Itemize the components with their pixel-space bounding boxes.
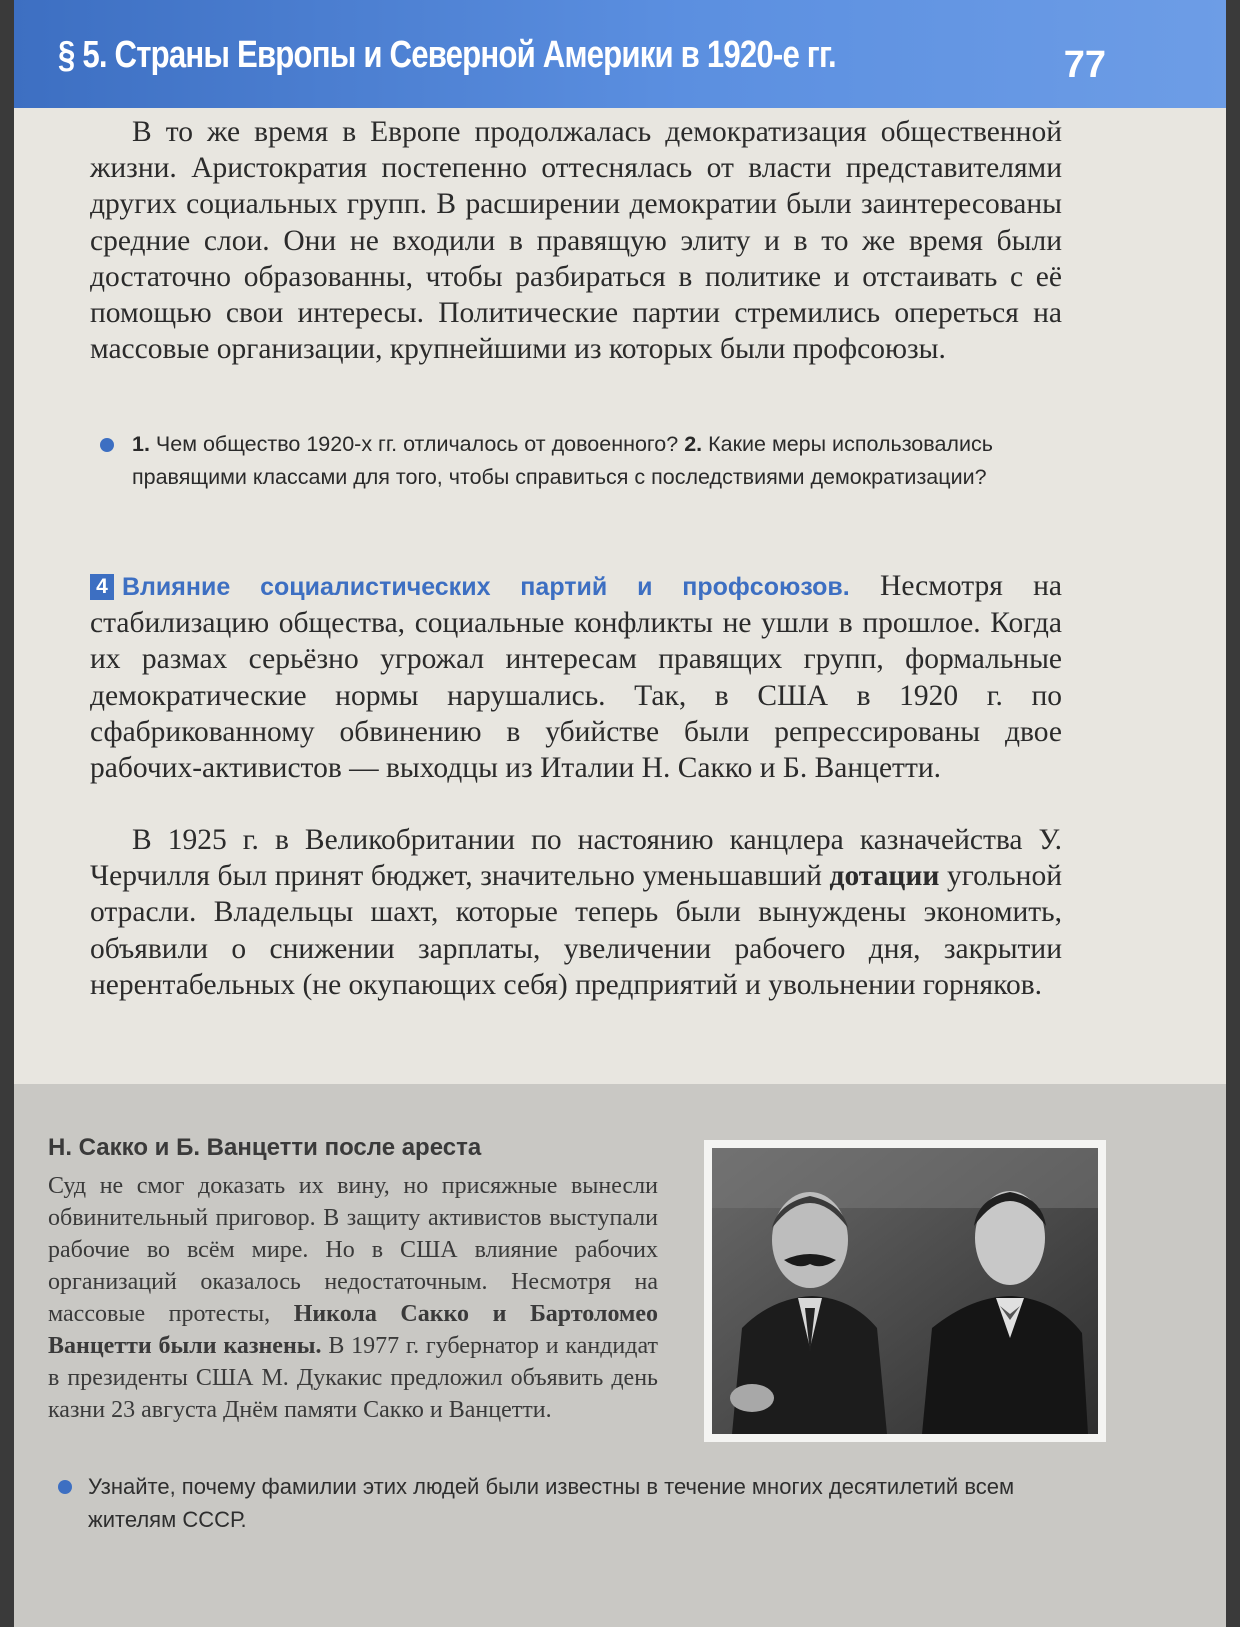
caption-text-part-1: Суд не смог доказать их вину, но присяжные вынесли обвинительный приговор. В защиту активистов выступали рабочие во всём мире. Но в США влияние рабочих организаций оказалось недостаточным. Несмотря на массовые протесты, (48, 1173, 658, 1327)
section-4-text: Несмотря на стабилизацию общества, социальные конфликты не ушли в прошлое. Когда их размах серьёзно угрожал интересам правящих групп, формальные демократические нормы нарушались. Так, в США в 1920 г. по сфабрикованному обвинению в убийстве были репрессированы двое рабочих-активистов — выходцы из Италии Н. Сакко и Б. Ванцетти. (90, 570, 1062, 785)
page-number: 77 (1063, 44, 1106, 86)
photo-caption-text (48, 1170, 658, 1426)
question-1-text: Чем общество 1920-х гг. отличалось от довоенного? (155, 432, 679, 456)
paragraph-churchill-budget (90, 822, 1062, 1003)
question-2-text: Какие меры использовались правящими классами для того, чтобы справиться с последствиями демократизации? (132, 432, 993, 489)
textbook-page (14, 0, 1226, 1627)
question-2-number: 2. (684, 432, 703, 456)
research-task: Узнайте, почему фамилии этих людей были известны в течение многих десятилетий всем жителям СССР. (88, 1474, 1015, 1532)
section-4-paragraph (90, 568, 1062, 786)
review-questions (132, 428, 1062, 494)
caption-text-part-2: В 1977 г. губернатор и кандидат в президенты США М. Дукакис предложил объявить день казни 23 августа Днём памяти Сакко и Ванцетти. (48, 1333, 659, 1423)
blue-dot-icon (58, 1480, 72, 1494)
chapter-header (14, 0, 1226, 108)
blue-dot-icon (100, 438, 114, 452)
paragraph-3-part-2: угольной отрасли. Владельцы шахт, которые теперь были вынуждены экономить, объявили о снижении зарплаты, увеличении рабочего дня, закрытии нерентабельных (не окупающих себя) предприятий и увольнении горняков. (90, 860, 1063, 1001)
caption-bold: Никола Сакко и Бартоломео Ванцетти были казнены. (48, 1301, 658, 1359)
paragraph-democratization: В то же время в Европе продолжалась демократизация общественной жизни. Аристократия постепенно оттеснялась от власти представителями других социальных групп. В расширении демократии были заинтересованы средние слои. Они не входили в правящую элиту и в то же время были достаточно образованны, чтобы разбираться в политике и отстаивать с её помощью свои интересы. Политические партии стремились опереться на массовые организации, крупнейшими из которых были профсоюзы. (90, 116, 1062, 366)
section-heading: Влияние социалистических партий и профсоюзов. (122, 573, 850, 601)
sacco-vanzetti-photo (704, 1140, 1106, 1442)
question-1-number: 1. (132, 432, 150, 456)
chapter-title: § 5. Страны Европы и Северной Америки в 1920-е гг. (58, 34, 836, 76)
term-subsidies: дотации (829, 860, 940, 893)
photo-caption-title: Н. Сакко и Б. Ванцетти после ареста (48, 1134, 482, 1161)
paragraph-3-part-1: В 1925 г. в Великобритании по настоянию канцлера казначейства У. Черчилля был принят бюджет, значительно уменьшавший (90, 824, 1062, 893)
section-number-badge: 4 (90, 574, 114, 600)
photo-image (712, 1148, 1098, 1434)
